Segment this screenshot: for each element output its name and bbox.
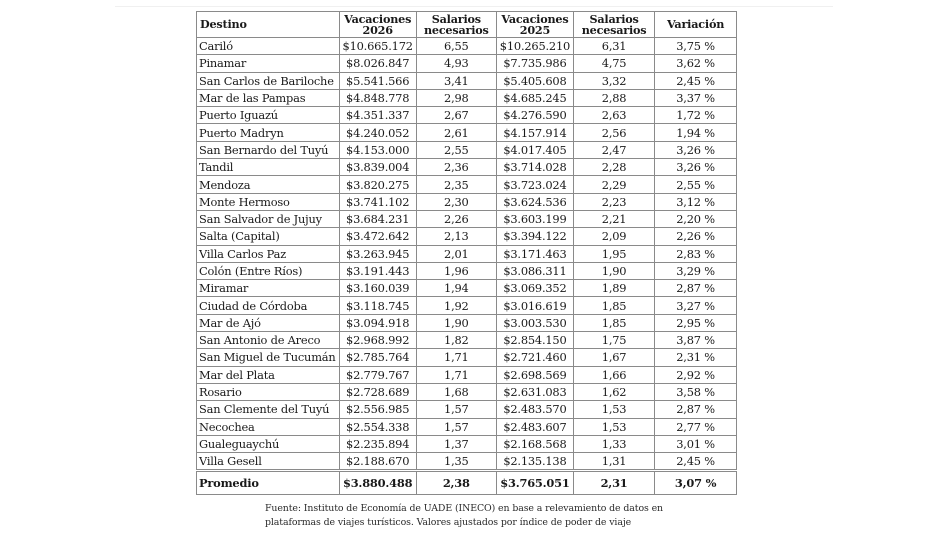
cell-vacaciones-2026: $3.741.102 — [339, 193, 416, 210]
cell-destino: Puerto Madryn — [197, 124, 340, 141]
cell-variacion: 2,87 % — [655, 401, 737, 418]
header-salarios-2026 — [416, 12, 496, 38]
cell-salarios-2025: 2,47 — [574, 141, 655, 158]
cell-salarios-2026: 3,41 — [416, 72, 496, 89]
cell-vacaciones-2026: $5.541.566 — [339, 72, 416, 89]
cell-salarios-2026: 1,90 — [416, 314, 496, 331]
cell-variacion: 3,87 % — [655, 332, 737, 349]
cell-vacaciones-2025: $2.854.150 — [496, 332, 573, 349]
header-text: Variación — [666, 17, 725, 31]
cell-destino: Cariló — [197, 38, 340, 55]
cell-salarios-2026: 1,96 — [416, 262, 496, 279]
cell-variacion: 3,62 % — [655, 55, 737, 72]
table-row — [197, 245, 737, 262]
table-row — [197, 72, 737, 89]
cell-vacaciones-2026: $2.779.767 — [339, 366, 416, 383]
cell-salarios-2026: 1,35 — [416, 453, 496, 471]
cell-salarios-2026: 1,57 — [416, 401, 496, 418]
cell-vacaciones-2026: $2.554.338 — [339, 418, 416, 435]
header-text: Vacaciones — [501, 11, 569, 26]
header-text: Salarios — [431, 11, 481, 26]
cell-vacaciones-2025: $10.265.210 — [496, 38, 573, 55]
cell-salarios-2026: 2,13 — [416, 228, 496, 245]
header-text: Vacaciones — [344, 11, 412, 26]
cell-vacaciones-2026: $3.839.004 — [339, 159, 416, 176]
cell-salarios-2025: 3,32 — [574, 72, 655, 89]
cell-salarios-2026: 1,57 — [416, 418, 496, 435]
cell-variacion: 2,31 % — [655, 349, 737, 366]
cell-salarios-2025: 2,63 — [574, 107, 655, 124]
cell-vacaciones-2026: $8.026.847 — [339, 55, 416, 72]
cell-vacaciones-2025: $5.405.608 — [496, 72, 573, 89]
cell-destino: San Carlos de Bariloche — [197, 72, 340, 89]
cell-variacion: 2,95 % — [655, 314, 737, 331]
cell-vacaciones-2026: $4.848.778 — [339, 89, 416, 106]
cell-vacaciones-2025: $3.714.028 — [496, 159, 573, 176]
cell-salarios-2025: 1,85 — [574, 297, 655, 314]
header-text: 2025 — [519, 22, 551, 37]
table-row — [197, 383, 737, 400]
cell-variacion: 2,26 % — [655, 228, 737, 245]
cell-salarios-2026: 2,98 — [416, 89, 496, 106]
avg-cell-salarios-2026: 2,38 — [416, 471, 496, 495]
cell-destino: Salta (Capital) — [197, 228, 340, 245]
cell-vacaciones-2026: $3.472.642 — [339, 228, 416, 245]
table-row — [197, 453, 737, 471]
table-row — [197, 124, 737, 141]
cell-vacaciones-2026: $3.191.443 — [339, 262, 416, 279]
cell-salarios-2026: 2,01 — [416, 245, 496, 262]
cell-vacaciones-2025: $2.698.569 — [496, 366, 573, 383]
table-header-row — [197, 12, 737, 38]
cell-destino: Mar del Plata — [197, 366, 340, 383]
cell-destino: Colón (Entre Ríos) — [197, 262, 340, 279]
cell-salarios-2026: 1,92 — [416, 297, 496, 314]
header-destino — [197, 12, 340, 38]
cell-variacion: 2,20 % — [655, 210, 737, 227]
cell-salarios-2025: 1,53 — [574, 418, 655, 435]
cell-variacion: 2,55 % — [655, 176, 737, 193]
table-row — [197, 314, 737, 331]
cell-destino: San Clemente del Tuyú — [197, 401, 340, 418]
cell-salarios-2025: 2,29 — [574, 176, 655, 193]
table-row — [197, 401, 737, 418]
cell-vacaciones-2025: $2.631.083 — [496, 383, 573, 400]
cell-vacaciones-2025: $3.624.536 — [496, 193, 573, 210]
cell-destino: Mar de Ajó — [197, 314, 340, 331]
table-row — [197, 332, 737, 349]
cell-salarios-2025: 2,23 — [574, 193, 655, 210]
cell-vacaciones-2026: $4.240.052 — [339, 124, 416, 141]
cell-vacaciones-2026: $10.665.172 — [339, 38, 416, 55]
table-row — [197, 210, 737, 227]
cell-destino: Monte Hermoso — [197, 193, 340, 210]
cell-vacaciones-2026: $2.785.764 — [339, 349, 416, 366]
cell-vacaciones-2026: $4.153.000 — [339, 141, 416, 158]
table-row — [197, 89, 737, 106]
cell-salarios-2025: 1,31 — [574, 453, 655, 471]
cell-vacaciones-2025: $4.157.914 — [496, 124, 573, 141]
cell-destino: San Salvador de Jujuy — [197, 210, 340, 227]
cell-variacion: 3,26 % — [655, 141, 737, 158]
cell-salarios-2026: 2,55 — [416, 141, 496, 158]
cell-vacaciones-2026: $2.968.992 — [339, 332, 416, 349]
cell-variacion: 1,72 % — [655, 107, 737, 124]
cell-salarios-2026: 2,30 — [416, 193, 496, 210]
cell-salarios-2026: 6,55 — [416, 38, 496, 55]
cell-salarios-2025: 2,09 — [574, 228, 655, 245]
cell-variacion: 1,94 % — [655, 124, 737, 141]
cell-salarios-2025: 2,56 — [574, 124, 655, 141]
cell-salarios-2026: 1,94 — [416, 280, 496, 297]
cell-destino: Pinamar — [197, 55, 340, 72]
header-vacaciones-2026 — [339, 12, 416, 38]
cell-vacaciones-2026: $2.556.985 — [339, 401, 416, 418]
cell-salarios-2025: 1,53 — [574, 401, 655, 418]
avg-cell-vacaciones-2025: $3.765.051 — [496, 471, 573, 495]
cell-variacion: 2,77 % — [655, 418, 737, 435]
cell-variacion: 3,01 % — [655, 435, 737, 452]
cell-vacaciones-2026: $2.728.689 — [339, 383, 416, 400]
header-text: Destino — [200, 17, 247, 31]
cell-salarios-2026: 2,26 — [416, 210, 496, 227]
cell-salarios-2025: 2,88 — [574, 89, 655, 106]
cell-variacion: 2,45 % — [655, 72, 737, 89]
table-row — [197, 349, 737, 366]
cell-destino: San Miguel de Tucumán — [197, 349, 340, 366]
cell-vacaciones-2026: $4.351.337 — [339, 107, 416, 124]
cell-destino: Miramar — [197, 280, 340, 297]
cell-destino: Mendoza — [197, 176, 340, 193]
cell-vacaciones-2026: $3.118.745 — [339, 297, 416, 314]
cell-salarios-2025: 2,28 — [574, 159, 655, 176]
cell-variacion: 3,37 % — [655, 89, 737, 106]
cell-vacaciones-2025: $2.721.460 — [496, 349, 573, 366]
header-salarios-2025 — [574, 12, 655, 38]
table-row — [197, 418, 737, 435]
table-row — [197, 38, 737, 55]
cell-salarios-2026: 1,82 — [416, 332, 496, 349]
cell-vacaciones-2026: $2.235.894 — [339, 435, 416, 452]
cell-vacaciones-2025: $3.723.024 — [496, 176, 573, 193]
cell-variacion: 2,92 % — [655, 366, 737, 383]
cell-variacion: 3,12 % — [655, 193, 737, 210]
cell-vacaciones-2025: $2.135.138 — [496, 453, 573, 471]
header-text: necesarios — [581, 22, 647, 37]
avg-cell-destino: Promedio — [197, 471, 340, 495]
cell-vacaciones-2025: $4.017.405 — [496, 141, 573, 158]
cell-vacaciones-2025: $2.483.570 — [496, 401, 573, 418]
header-text: Salarios — [589, 11, 639, 26]
cell-salarios-2025: 2,21 — [574, 210, 655, 227]
cell-vacaciones-2025: $2.483.607 — [496, 418, 573, 435]
avg-cell-variacion: 3,07 % — [655, 471, 737, 495]
cell-variacion: 3,75 % — [655, 38, 737, 55]
avg-cell-salarios-2025: 2,31 — [574, 471, 655, 495]
table-row — [197, 435, 737, 452]
table-body — [197, 38, 737, 495]
source-note: Fuente: Instituto de Economía de UADE (INECO) en base a relevamiento de datos en plataformas de viajes turísticos. Valores ajustados por índice de poder de viaje — [265, 503, 663, 528]
cell-salarios-2025: 1,33 — [574, 435, 655, 452]
cell-vacaciones-2026: $3.684.231 — [339, 210, 416, 227]
cell-variacion: 2,87 % — [655, 280, 737, 297]
average-row — [197, 471, 737, 495]
cell-variacion: 3,29 % — [655, 262, 737, 279]
cell-vacaciones-2026: $3.820.275 — [339, 176, 416, 193]
cell-vacaciones-2025: $2.168.568 — [496, 435, 573, 452]
table-row — [197, 159, 737, 176]
cell-vacaciones-2025: $3.069.352 — [496, 280, 573, 297]
cell-vacaciones-2025: $4.276.590 — [496, 107, 573, 124]
cell-destino: Gualeguaychú — [197, 435, 340, 452]
cell-variacion: 3,58 % — [655, 383, 737, 400]
table-row — [197, 176, 737, 193]
cell-salarios-2025: 1,85 — [574, 314, 655, 331]
cell-vacaciones-2025: $3.003.530 — [496, 314, 573, 331]
cell-salarios-2026: 1,68 — [416, 383, 496, 400]
cell-vacaciones-2025: $3.171.463 — [496, 245, 573, 262]
table-row — [197, 55, 737, 72]
cell-salarios-2025: 1,66 — [574, 366, 655, 383]
table-row — [197, 107, 737, 124]
cell-variacion: 3,27 % — [655, 297, 737, 314]
cell-vacaciones-2025: $3.086.311 — [496, 262, 573, 279]
vacation-cost-table — [196, 11, 737, 495]
cell-destino: Villa Gesell — [197, 453, 340, 471]
cell-vacaciones-2026: $2.188.670 — [339, 453, 416, 471]
header-vacaciones-2025 — [496, 12, 573, 38]
table-row — [197, 297, 737, 314]
header-text: necesarios — [423, 22, 489, 37]
cell-destino: San Antonio de Areco — [197, 332, 340, 349]
table-row — [197, 280, 737, 297]
cell-salarios-2025: 1,95 — [574, 245, 655, 262]
cell-vacaciones-2026: $3.094.918 — [339, 314, 416, 331]
cell-destino: Villa Carlos Paz — [197, 245, 340, 262]
table-row — [197, 228, 737, 245]
cell-salarios-2026: 4,93 — [416, 55, 496, 72]
cell-salarios-2026: 2,35 — [416, 176, 496, 193]
cell-vacaciones-2026: $3.160.039 — [339, 280, 416, 297]
cell-salarios-2026: 1,71 — [416, 366, 496, 383]
cell-vacaciones-2025: $7.735.986 — [496, 55, 573, 72]
cell-salarios-2026: 2,36 — [416, 159, 496, 176]
table-row — [197, 262, 737, 279]
table-row — [197, 366, 737, 383]
header-variacion — [655, 12, 737, 38]
cell-destino: Rosario — [197, 383, 340, 400]
cell-vacaciones-2025: $3.603.199 — [496, 210, 573, 227]
header-text: 2026 — [362, 22, 393, 37]
cell-destino: Ciudad de Córdoba — [197, 297, 340, 314]
cell-salarios-2026: 1,37 — [416, 435, 496, 452]
cell-vacaciones-2025: $3.016.619 — [496, 297, 573, 314]
cell-variacion: 2,45 % — [655, 453, 737, 471]
cell-salarios-2026: 2,61 — [416, 124, 496, 141]
cell-salarios-2025: 1,90 — [574, 262, 655, 279]
table-row — [197, 193, 737, 210]
cell-vacaciones-2025: $4.685.245 — [496, 89, 573, 106]
cell-salarios-2025: 4,75 — [574, 55, 655, 72]
cell-salarios-2025: 1,89 — [574, 280, 655, 297]
cell-salarios-2025: 1,75 — [574, 332, 655, 349]
table-row — [197, 141, 737, 158]
cell-salarios-2025: 6,31 — [574, 38, 655, 55]
cell-destino: Puerto Iguazú — [197, 107, 340, 124]
cell-salarios-2026: 2,67 — [416, 107, 496, 124]
cell-salarios-2026: 1,71 — [416, 349, 496, 366]
cell-destino: Necochea — [197, 418, 340, 435]
top-divider — [115, 6, 833, 7]
cell-destino: San Bernardo del Tuyú — [197, 141, 340, 158]
cell-variacion: 2,83 % — [655, 245, 737, 262]
avg-cell-vacaciones-2026: $3.880.488 — [339, 471, 416, 495]
cell-variacion: 3,26 % — [655, 159, 737, 176]
cell-salarios-2025: 1,62 — [574, 383, 655, 400]
cell-salarios-2025: 1,67 — [574, 349, 655, 366]
cell-vacaciones-2025: $3.394.122 — [496, 228, 573, 245]
cell-destino: Tandil — [197, 159, 340, 176]
cell-destino: Mar de las Pampas — [197, 89, 340, 106]
cell-vacaciones-2026: $3.263.945 — [339, 245, 416, 262]
